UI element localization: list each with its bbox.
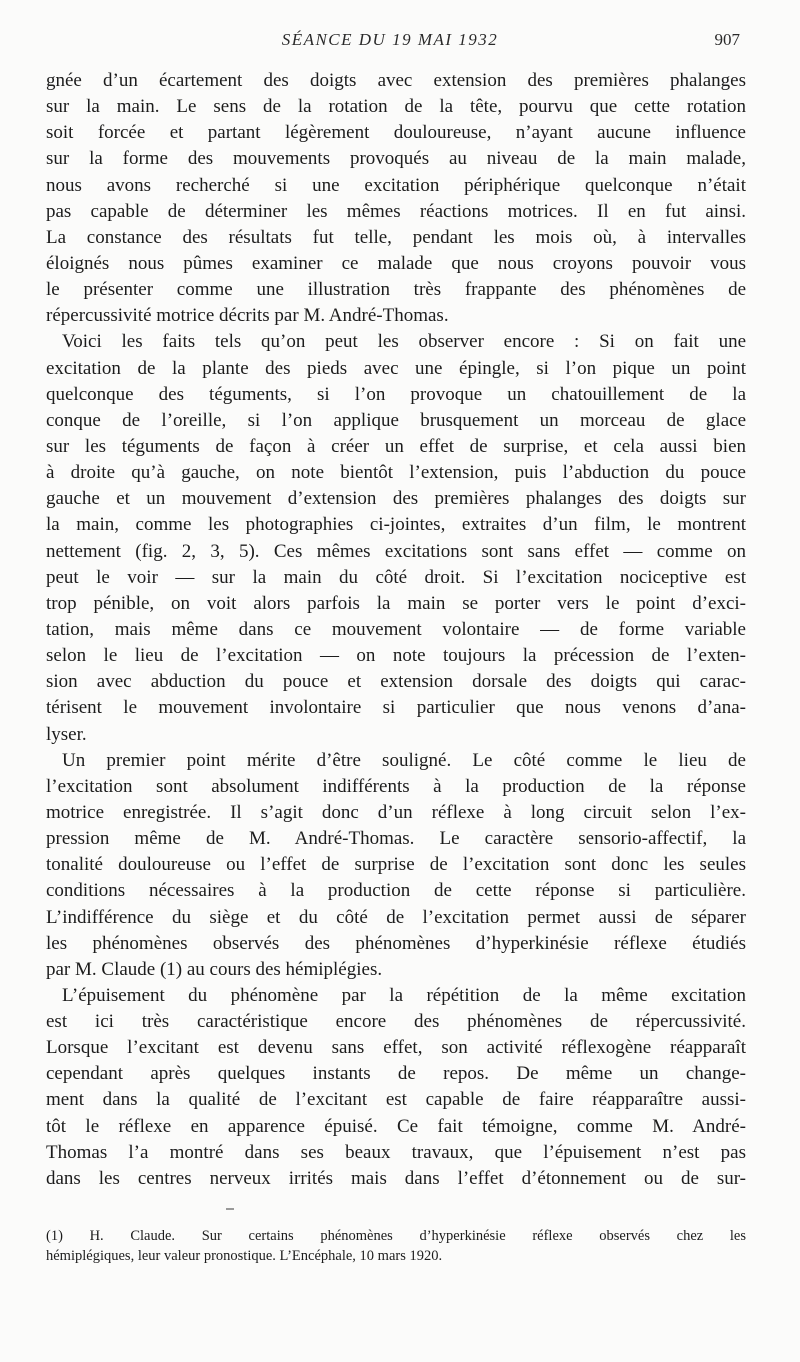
text-line: térisent le mouvement involontaire si particulier que nous venons d’ana-: [46, 697, 746, 719]
text-line: excitation de la plante des pieds avec une épingle, si l’on pique un point: [46, 357, 746, 379]
text-line: gauche et un mouvement d’extension des premières phalanges des doigts sur: [46, 488, 746, 510]
text-line: sur les téguments de façon à créer un effet de surprise, et cela aussi bien: [46, 435, 746, 457]
text-line: est ici très caractéristique encore des phénomènes de répercussivité.: [46, 1011, 746, 1033]
page-number: 907: [714, 30, 740, 49]
text-line: gnée d’un écartement des doigts avec extension des premières phalanges: [46, 70, 746, 91]
text-line: sur la forme des mouvements provoqués au niveau de la main malade,: [46, 148, 746, 170]
text-line: Lorsque l’excitant est devenu sans effet, son activité réflexogène réapparaît: [46, 1037, 746, 1059]
text-line: sur la main. Le sens de la rotation de la tête, pourvu que cette rotation: [46, 96, 746, 118]
text-line: L’indifférence du siège et du côté de l’excitation permet aussi de séparer: [46, 906, 746, 928]
text-line: le présenter comme une illustration très frappante des phénomènes de: [46, 279, 746, 301]
text-line: ment dans la qualité de l’excitant est capable de faire réapparaître aussi-: [46, 1089, 746, 1111]
footnote-line: (1) H. Claude. Sur certains phénomènes d’hyperkinésie réflexe observés chez les: [46, 1228, 746, 1244]
text-line: éloignés nous pûmes examiner ce malade que nous croyons pouvoir vous: [46, 252, 746, 274]
text-line: Un premier point mérite d’être souligné. Le côté comme le lieu de: [62, 749, 746, 771]
running-head: [40, 30, 740, 54]
body-text: [46, 68, 746, 1192]
text-line: trop pénible, on voit alors parfois la main se porter vers le point d’exci-: [46, 592, 746, 614]
text-line: nettement (fig. 2, 3, 5). Ces mêmes excitations sont sans effet — comme on: [46, 540, 746, 562]
text-line: conditions nécessaires à la production de cette réponse si particulière.: [46, 880, 746, 902]
text-line: conque de l’oreille, si l’on applique brusquement un morceau de glace: [46, 409, 746, 431]
text-line: pas capable de déterminer les mêmes réactions motrices. Il en fut ainsi.: [46, 200, 746, 222]
text-line: soit forcée et partant légèrement douloureuse, n’ayant aucune influence: [46, 122, 746, 144]
text-line: répercussivité motrice décrits par M. André-Thomas.: [46, 305, 449, 327]
text-line: tôt le réflexe en apparence épuisé. Ce fait témoigne, comme M. André-: [46, 1115, 746, 1137]
text-line: La constance des résultats fut telle, pendant les mois où, à intervalles: [46, 226, 746, 248]
text-line: quelconque des téguments, si l’on provoque un chatouillement de la: [46, 383, 746, 405]
running-title: SÉANCE DU 19 MAI 1932: [281, 30, 499, 49]
text-line: nous avons recherché si une excitation périphérique quelconque n’était: [46, 174, 746, 196]
text-line: à droite qu’à gauche, on note bientôt l’extension, puis l’abduction du pouce: [46, 462, 746, 484]
text-line: Thomas l’a montré dans ses beaux travaux, que l’épuisement n’est pas: [46, 1141, 746, 1163]
footnote-separator: [226, 1208, 234, 1210]
text-line: les phénomènes observés des phénomènes d’hyperkinésie réflexe étudiés: [46, 932, 746, 954]
text-line: la main, comme les photographies ci-jointes, extraites d’un film, le montrent: [46, 514, 746, 536]
text-line: par M. Claude (1) au cours des hémiplégies.: [46, 958, 383, 980]
text-line: lyser.: [46, 723, 87, 745]
text-line: Voici les faits tels qu’on peut les observer encore : Si on fait une: [62, 331, 746, 353]
text-line: tonalité douloureuse ou l’effet de surprise de l’excitation sont donc les seules: [46, 854, 746, 876]
text-line: motrice enregistrée. Il s’agit donc d’un réflexe à long circuit selon l’ex-: [46, 801, 746, 823]
footnote-line: hémiplégiques, leur valeur pronostique. L’Encéphale, 10 mars 1920.: [46, 1248, 443, 1264]
text-line: tation, mais même dans ce mouvement volontaire — de forme variable: [46, 618, 746, 640]
text-line: selon le lieu de l’excitation — on note toujours la précession de l’exten-: [46, 645, 746, 667]
text-line: sion avec abduction du pouce et extension dorsale des doigts qui carac-: [46, 671, 746, 693]
text-line: l’excitation sont absolument indifférents à la production de la réponse: [46, 775, 746, 797]
footnote: [46, 1226, 746, 1266]
text-line: L’épuisement du phénomène par la répétition de la même excitation: [62, 984, 746, 1006]
text-line: cependant après quelques instants de repos. De même un change-: [46, 1063, 746, 1085]
text-line: pression même de M. André-Thomas. Le caractère sensorio-affectif, la: [46, 828, 746, 850]
text-line: peut le voir — sur la main du côté droit. Si l’excitation nociceptive est: [46, 566, 746, 588]
text-line: dans les centres nerveux irrités mais dans l’effet d’étonnement ou de sur-: [46, 1167, 746, 1189]
